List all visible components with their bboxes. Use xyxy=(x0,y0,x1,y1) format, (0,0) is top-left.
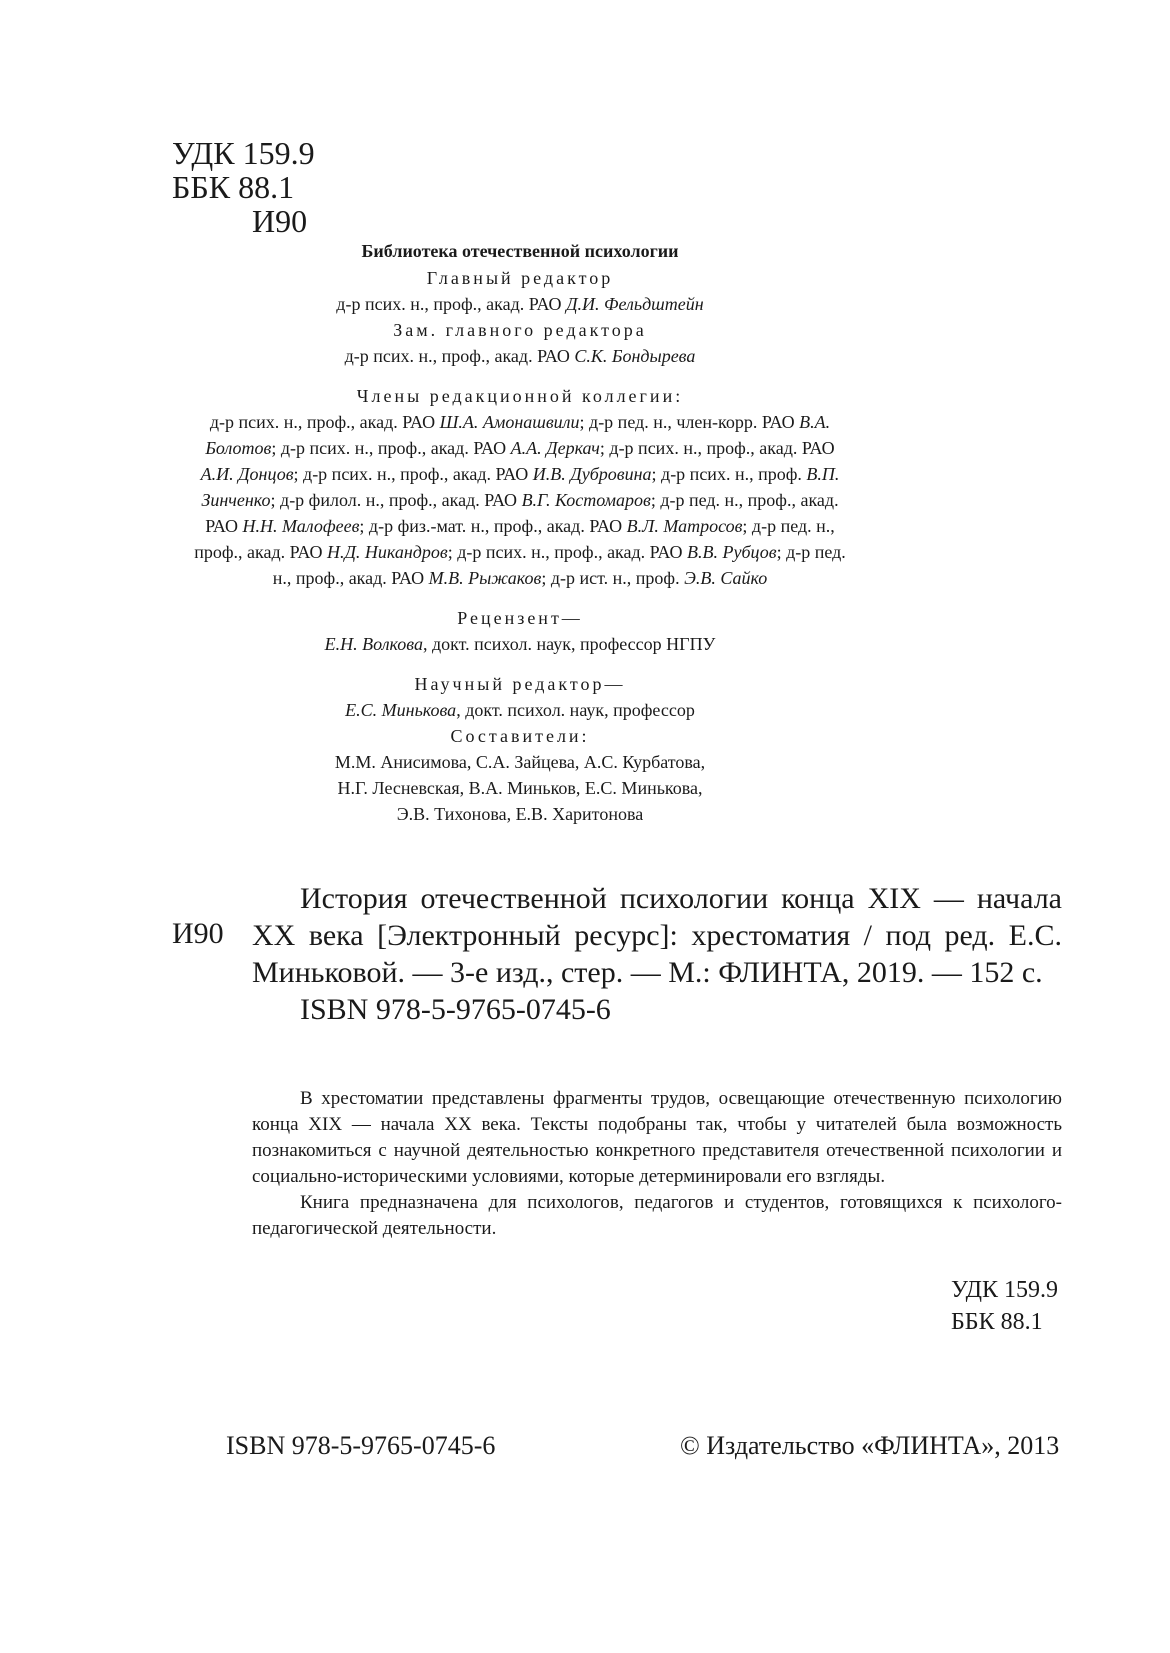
footer-isbn: ISBN 978-5-9765-0745-6 xyxy=(226,1431,496,1460)
classification-codes-top xyxy=(172,136,315,238)
compilers-line-3: Э.В. Тихонова, Е.В. Харитонова xyxy=(396,804,644,824)
chief-editor-label: Главный редактор xyxy=(426,268,614,288)
chief-editor-name: Д.И. Фельдштейн xyxy=(566,294,704,314)
bbk-code: ББК 88.1 xyxy=(172,169,295,205)
deputy-editor-prefix: д-р псих. н., проф., акад. РАО xyxy=(344,346,570,366)
compilers-line-2: Н.Г. Лесневская, В.А. Миньков, Е.С. Минькова, xyxy=(337,778,703,798)
chief-editor-prefix: д-р псих. н., проф., акад. РАО xyxy=(336,294,562,314)
classification-codes-bottom xyxy=(951,1274,1058,1338)
deputy-editor-name: С.К. Бондырева xyxy=(574,346,696,366)
reviewer-label: Рецензент— xyxy=(457,608,583,628)
compilers-line-1: М.М. Анисимова, С.А. Зайцева, А.С. Курбатова, xyxy=(334,752,706,772)
abstract-paragraph-2: Книга предназначена для психологов, педагогов и студентов, готовящихся к психолого-педагогической деятельности. xyxy=(252,1192,1062,1239)
reviewer-line xyxy=(190,631,850,657)
reviewer-info: , докт. психол. наук, профессор НГПУ xyxy=(423,634,716,654)
abstract-paragraph-1: В хрестоматии представлены фрагменты трудов, освещающие отечественную психологию конца XIX — начала XX века. Тексты подобраны так, чтобы у читателей была возможность познакомиться с научной деятельностью конкретного представителя отечественной психологии и социально-историческими условиями, которые детерминировали его взгляды. xyxy=(252,1088,1062,1187)
abstract xyxy=(252,1086,1062,1242)
udk-code-bottom: УДК 159.9 xyxy=(951,1277,1058,1303)
deputy-editor-label: Зам. главного редактора xyxy=(393,320,647,340)
chief-editor-line xyxy=(190,291,850,317)
bibliographic-record xyxy=(252,880,1062,1028)
series-editorial-block xyxy=(190,240,850,827)
bibliographic-isbn: ISBN 978-5-9765-0745-6 xyxy=(300,993,611,1026)
reviewer-name: Е.Н. Волкова xyxy=(324,634,423,654)
scientific-editor-name: Е.С. Минькова xyxy=(345,700,457,720)
bibliographic-code: И90 xyxy=(172,917,224,950)
series-title: Библиотека отечественной психологии xyxy=(361,241,679,261)
scientific-editor-label: Научный редактор— xyxy=(414,674,626,694)
bbk-code-bottom: ББК 88.1 xyxy=(951,1309,1043,1335)
author-mark: И90 xyxy=(252,203,308,239)
copyright-notice: © Издательство «ФЛИНТА», 2013 xyxy=(680,1431,1060,1460)
scientific-editor-line xyxy=(190,697,850,723)
udk-code: УДК 159.9 xyxy=(172,135,315,171)
board-label: Члены редакционной коллегии: xyxy=(356,386,684,406)
board-members: д-р псих. н., проф., акад. РАО Ш.А. Амонашвили; д-р пед. н., член-корр. РАО В.А. Болотов; д-р псих. н., проф., акад. РАО А.А. Деркач; д-р псих. н., проф., акад. РАО А.И. Донцов; д-р псих. н., проф., акад. РАО И.В. Дубровина; д-р псих. н., проф. В.П. Зинченко; д-р филол. н., проф., акад. РАО В.Г. Костомаров; д-р пед. н., проф., акад. РАО Н.Н. Малофеев; д-р физ.-мат. н., проф., акад. РАО В.Л. Матросов; д-р пед. н., проф., акад. РАО Н.Д. Никандров; д-р псих. н., проф., акад. РАО В.В. Рубцов; д-р пед. н., проф., акад. РАО М.В. Рыжаков; д-р ист. н., проф. Э.В. Сайко xyxy=(194,412,846,588)
deputy-editor-line xyxy=(190,343,850,369)
bibliographic-text: История отечественной психологии конца XIX — начала XX века [Электронный ресурс]: хрестоматия / под ред. Е.С. Миньковой. — 3-е изд., стер. — М.: ФЛИНТА, 2019. — 152 с. xyxy=(252,882,1062,989)
compilers-label: Составители: xyxy=(450,726,590,746)
scientific-editor-info: , докт. психол. наук, профессор xyxy=(456,700,695,720)
